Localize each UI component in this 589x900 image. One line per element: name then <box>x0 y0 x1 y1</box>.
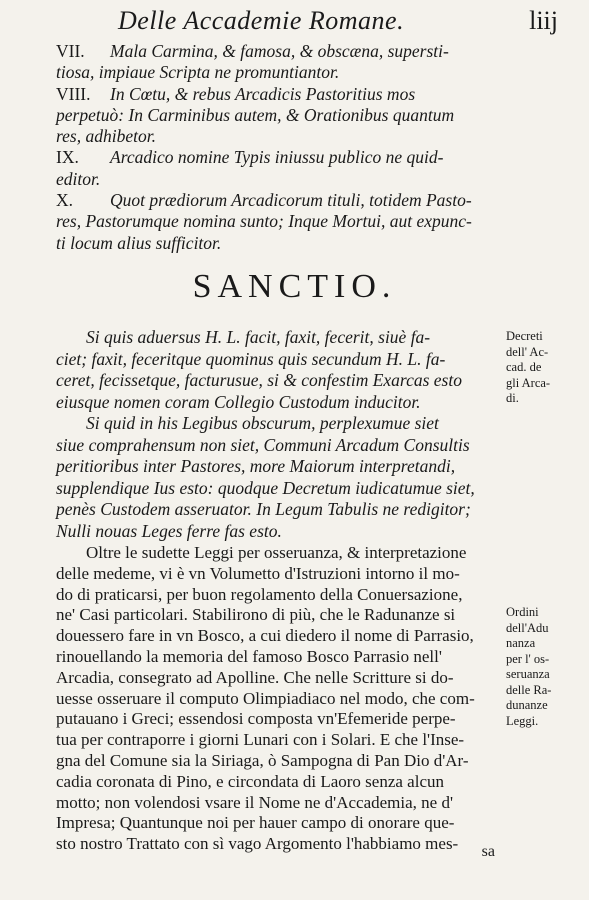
margin-note <box>506 329 586 407</box>
margin-note-line: seruanza <box>506 667 550 681</box>
law-item <box>56 84 501 148</box>
law-line: ti locum alius sufficitor. <box>56 232 222 253</box>
page-header <box>118 6 558 40</box>
text-line: tua per contraporre i giorni Lunari con i Solari. E che l'Inse- <box>56 730 465 750</box>
law-line: perpetuò: In Carminibus autem, & Orationibus quantum <box>56 104 455 125</box>
text-line: supplendique Ius esto: quodque Decretum iudicatumue siet, <box>56 477 475 498</box>
law-item <box>56 190 501 254</box>
margin-note-line: dunanze <box>506 698 548 712</box>
margin-note-line: nanza <box>506 636 536 650</box>
text-line: penès Custodem asseruator. In Legum Tabulis ne redigitor; <box>56 499 471 519</box>
margin-note-line: per l' os- <box>506 651 550 666</box>
margin-note-line: di. <box>506 391 519 405</box>
margin-note-line: gli Arca- <box>506 375 551 390</box>
law-line: X. Quot prædiorum Arcadicorum tituli, totidem Pasto- <box>56 190 472 211</box>
margin-note <box>506 605 586 729</box>
law-item <box>56 147 501 190</box>
text-line: eiusque nomen coram Collegio Custodum inducitor. <box>56 391 421 412</box>
text-line: Arcadia, consegrato ad Apolline. Che nelle Scritture si do- <box>56 667 454 687</box>
text-line: siue comprahensum non siet, Communi Arcadum Consultis <box>56 434 470 455</box>
catchword: sa <box>481 843 495 860</box>
sanctio-text <box>56 327 501 542</box>
section-title: SANCTIO. <box>192 268 397 305</box>
text-line: motto; non volendosi vsare il Nome ne d'Accademia, ne d' <box>56 792 454 812</box>
law-number: IX. <box>56 147 79 168</box>
text-line: peritioribus inter Pastores, more Maiorum interpretandi, <box>56 456 456 476</box>
margin-note-line: dell'Adu <box>506 620 549 635</box>
text-line: Nulli nouas Leges ferre fas esto. <box>56 520 282 541</box>
laws-list <box>56 41 501 254</box>
law-line: res, adhibetor. <box>56 126 156 147</box>
law-number: VII. <box>56 41 85 61</box>
text-line: putauano i Greci; essendosi composta vn'Efemeride perpe- <box>56 709 456 729</box>
margin-note-line: cad. de <box>506 360 542 374</box>
text-line: douessero fare in vn Bosco, a cui diedero il nome di Parrasio, <box>56 626 474 646</box>
law-line: IX. Arcadico nomine Typis iniussu publico ne quid- <box>56 147 444 168</box>
text-line: Si quid in his Legibus obscurum, perplexumue siet <box>86 413 439 433</box>
text-line: Si quis aduersus H. L. facit, faxit, fecerit, siuè fa- <box>86 327 431 347</box>
page-number: liij <box>529 6 558 35</box>
margin-note-line: dell' Ac- <box>506 344 549 359</box>
text-line: ne' Casi particolari. Stabilirono di più, che le Radunanze si <box>56 605 456 625</box>
law-item <box>56 41 501 84</box>
law-line: editor. <box>56 168 101 189</box>
law-line: VIII. In Cœtu, & rebus Arcadicis Pastoritius mos <box>56 83 416 104</box>
margin-note-line: delle Ra- <box>506 682 552 697</box>
text-line: Oltre le sudette Leggi per osseruanza, & interpretazione <box>86 543 467 562</box>
law-line: VII. Mala Carmina, & famosa, & obscæna, supersti- <box>56 41 449 61</box>
law-number: X. <box>56 190 74 211</box>
text-line: do di praticarsi, per buon regolamento della Conuersazione, <box>56 584 463 604</box>
body-paragraph <box>56 543 501 855</box>
text-line: uesse osseruare il computo Olimpiadiaco nel modo, che com- <box>56 688 475 708</box>
law-line: res, Pastorumque nomina sunto; Inque Mortui, aut expunc- <box>56 211 472 232</box>
law-number: VIII. <box>56 83 91 104</box>
law-line: tiosa, impiaue Scripta ne promuntiantor. <box>56 62 340 83</box>
margin-note-line: Ordini <box>506 605 539 619</box>
text-line: cadia coronata di Pino, e circondata di Laoro senza alcun <box>56 771 444 791</box>
text-line: sto nostro Trattato con sì vago Argomento l'habbiamo mes- <box>56 834 459 854</box>
margin-note-line: Decreti <box>506 329 543 343</box>
running-title: Delle Accademie Romane. <box>118 6 405 35</box>
text-line: delle medeme, vi è vn Volumetto d'Istruzioni intorno il mo- <box>56 563 460 583</box>
text-line: ceret, fecissetque, facturusue, si & confestim Exarcas esto <box>56 370 462 390</box>
margin-note-line: Leggi. <box>506 713 539 728</box>
text-line: rinouellando la memoria del famoso Bosco Parrasio nell' <box>56 646 442 666</box>
text-line: Impresa; Quantunque noi per hauer campo di onorare que- <box>56 813 455 833</box>
text-line: gna del Comune sia la Siriaga, ò Sampogna di Pan Dio d'Ar- <box>56 750 469 770</box>
text-line: ciet; faxit, feceritque quominus quis secundum H. L. fa- <box>56 348 446 369</box>
